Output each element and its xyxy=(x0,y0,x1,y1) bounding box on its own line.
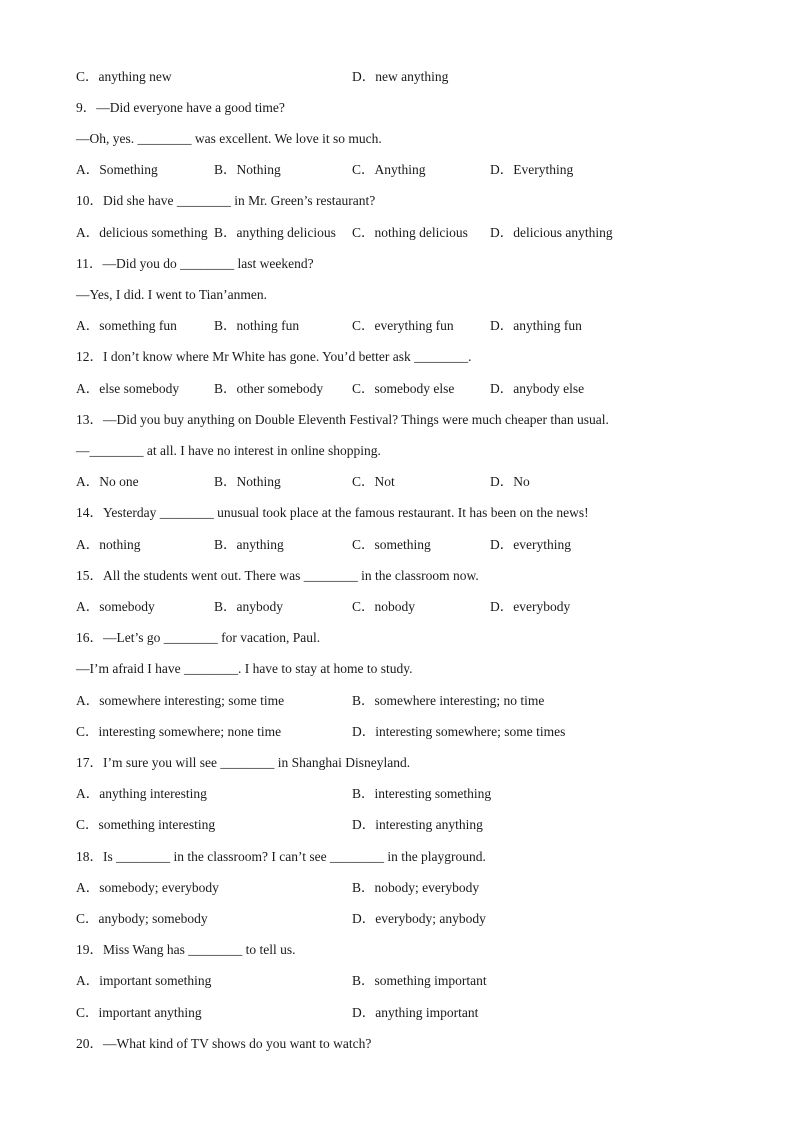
q11-option-b: B．nothing fun xyxy=(214,318,300,333)
q19-stem: 19．Miss Wang has ________ to tell us. xyxy=(76,942,296,957)
q11-option-d: D．anything fun xyxy=(490,318,582,333)
q11-option-a: A．something fun xyxy=(76,318,177,333)
q17-option-c: C．something interesting xyxy=(76,817,216,832)
q14-option-a: A．nothing xyxy=(76,537,141,552)
q16-reply: —I’m afraid I have ________. I have to stay at home to study. xyxy=(76,661,413,676)
q16-option-c: C．interesting somewhere; none time xyxy=(76,724,282,739)
q18-option-c: C．anybody; somebody xyxy=(76,911,208,926)
q19-option-b: B．something important xyxy=(352,973,487,988)
q9-stem: 9．—Did everyone have a good time? xyxy=(76,100,285,115)
q10-option-c: C．nothing delicious xyxy=(352,225,468,240)
q11-reply: —Yes, I did. I went to Tian’anmen. xyxy=(76,287,268,302)
q13-stem: 13．—Did you buy anything on Double Eleventh Festival? Things were much cheaper than usual. xyxy=(76,412,609,427)
q8-option-c: C．anything new xyxy=(76,69,172,84)
q19-option-d: D．anything important xyxy=(352,1005,479,1020)
q11-option-c: C．everything fun xyxy=(352,318,454,333)
q13-reply: —________ at all. I have no interest in online shopping. xyxy=(76,443,381,458)
q9-option-c: C．Anything xyxy=(352,162,426,177)
q17-option-a: A．anything interesting xyxy=(76,786,207,801)
q12-option-c: C．somebody else xyxy=(352,381,455,396)
q15-option-a: A．somebody xyxy=(76,599,155,614)
q8-option-d: D．new anything xyxy=(352,69,449,84)
q10-option-b: B．anything delicious xyxy=(214,225,336,240)
q15-option-c: C．nobody xyxy=(352,599,416,614)
q13-option-b: B．Nothing xyxy=(214,474,281,489)
q16-stem: 16．—Let’s go ________ for vacation, Paul. xyxy=(76,630,321,645)
q13-option-c: C．Not xyxy=(352,474,395,489)
q16-option-a: A．somewhere interesting; some time xyxy=(76,693,285,708)
q18-option-a: A．somebody; everybody xyxy=(76,880,219,895)
q14-option-d: D．everything xyxy=(490,537,571,552)
q9-option-d: D．Everything xyxy=(490,162,574,177)
q18-stem: 18．Is ________ in the classroom? I can’t see ________ in the playground. xyxy=(76,849,486,864)
q14-stem: 14．Yesterday ________ unusual took place at the famous restaurant. It has been on the news! xyxy=(76,505,589,520)
q13-option-d: D．No xyxy=(490,474,530,489)
q19-option-a: A．important something xyxy=(76,973,212,988)
q10-option-d: D．delicious anything xyxy=(490,225,613,240)
q17-option-d: D．interesting anything xyxy=(352,817,483,832)
q20-stem: 20．—What kind of TV shows do you want to watch? xyxy=(76,1036,372,1051)
q15-option-b: B．anybody xyxy=(214,599,283,614)
q13-option-a: A．No one xyxy=(76,474,139,489)
q11-stem: 11．—Did you do ________ last weekend? xyxy=(76,256,314,271)
q12-option-d: D．anybody else xyxy=(490,381,585,396)
q16-option-b: B．somewhere interesting; no time xyxy=(352,693,545,708)
q19-option-c: C．important anything xyxy=(76,1005,202,1020)
q9-option-b: B．Nothing xyxy=(214,162,281,177)
q17-option-b: B．interesting something xyxy=(352,786,492,801)
q17-stem: 17．I’m sure you will see ________ in Shanghai Disneyland. xyxy=(76,755,411,770)
q18-option-b: B．nobody; everybody xyxy=(352,880,480,895)
q12-stem: 12．I don’t know where Mr White has gone. You’d better ask ________. xyxy=(76,349,472,364)
q12-option-a: A．else somebody xyxy=(76,381,180,396)
q15-option-d: D．everybody xyxy=(490,599,571,614)
q16-option-d: D．interesting somewhere; some times xyxy=(352,724,566,739)
q14-option-c: C．something xyxy=(352,537,431,552)
q9-reply: —Oh, yes. ________ was excellent. We love it so much. xyxy=(76,131,382,146)
q10-stem: 10．Did she have ________ in Mr. Green’s restaurant? xyxy=(76,193,376,208)
q12-option-b: B．other somebody xyxy=(214,381,324,396)
q14-option-b: B．anything xyxy=(214,537,284,552)
q15-stem: 15．All the students went out. There was ________ in the classroom now. xyxy=(76,568,479,583)
q9-option-a: A．Something xyxy=(76,162,158,177)
q18-option-d: D．everybody; anybody xyxy=(352,911,486,926)
q10-option-a: A．delicious something xyxy=(76,225,208,240)
